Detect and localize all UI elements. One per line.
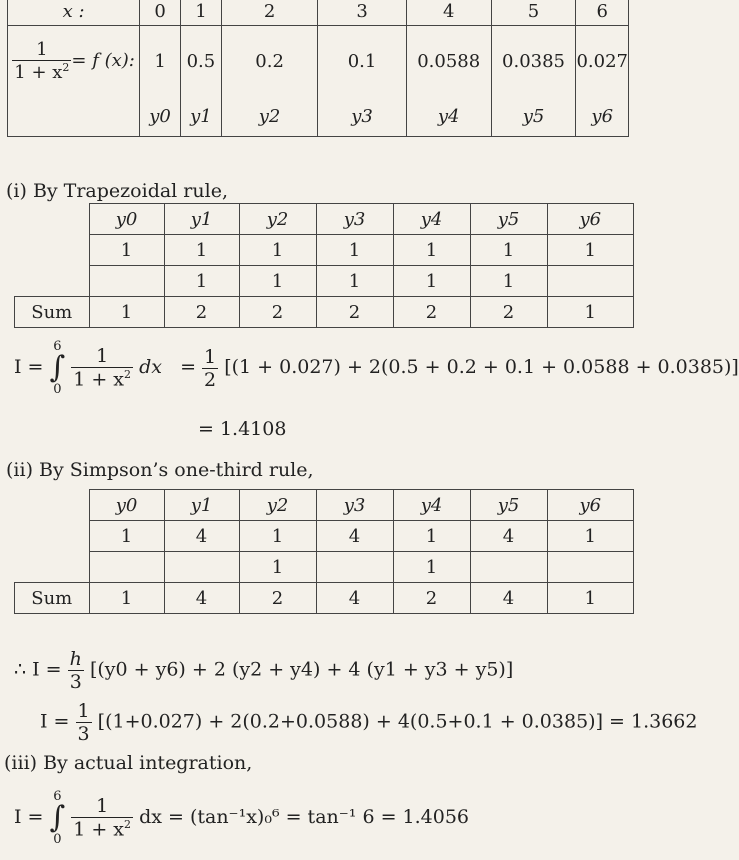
coef (202, 346, 218, 391)
fx-value: 0.1 (318, 26, 406, 97)
x-row (8, 0, 629, 26)
integrand (71, 345, 133, 390)
simpson-sum-row (15, 583, 634, 614)
int-lower: 0 (53, 832, 62, 847)
y-label-row (8, 96, 629, 137)
fx-value: 0.0385 (491, 26, 576, 97)
integrand-den: 1 + x (73, 818, 125, 841)
simpson-header-row (15, 490, 634, 521)
x-value: 5 (491, 0, 576, 26)
sum-cell: 2 (164, 297, 239, 328)
col-header: y2 (239, 204, 316, 235)
y-label: y0 (140, 96, 181, 137)
col-header: y3 (316, 490, 393, 521)
sum-cell: 1 (547, 583, 634, 614)
col-header: y2 (239, 490, 316, 521)
formula-lhs: I = (14, 356, 44, 378)
trapezoidal-heading: (i) By Trapezoidal rule, (6, 180, 228, 202)
y-label: y5 (491, 96, 576, 137)
line1-coef-num: h (69, 648, 82, 670)
sum-cell: 1 (89, 583, 164, 614)
cell: 1 (393, 235, 470, 266)
integrand-den: 1 + x (73, 368, 125, 391)
cell (164, 552, 239, 583)
cell: 1 (547, 521, 634, 552)
cell: 1 (239, 266, 316, 297)
integrand-num: 1 (71, 795, 133, 818)
cell: 4 (316, 521, 393, 552)
col-header: y5 (470, 204, 547, 235)
cell: 1 (164, 235, 239, 266)
sum-cell: 2 (393, 297, 470, 328)
trapezoidal-result: = 1.4108 (198, 418, 287, 440)
integrand-exp: 2 (124, 368, 132, 382)
line1-coef-den: 3 (69, 671, 82, 693)
cell: 1 (239, 235, 316, 266)
int-upper: 6 (53, 789, 62, 804)
cell: 1 (89, 521, 164, 552)
fx-label-tail: = f (x): (71, 50, 135, 71)
cell (547, 552, 634, 583)
sum-cell: 1 (89, 297, 164, 328)
cell (89, 266, 164, 297)
integral-sign: 6 ∫ 0 (49, 789, 66, 847)
col-header: y1 (164, 204, 239, 235)
col-header: y1 (164, 490, 239, 521)
simpson-row (15, 552, 634, 583)
sum-label: Sum (15, 297, 90, 328)
col-header: y6 (547, 204, 634, 235)
cell: 1 (393, 266, 470, 297)
x-label: x : (8, 0, 140, 26)
cell (470, 552, 547, 583)
trapezoidal-formula (14, 340, 739, 396)
fx-label-exp: 2 (62, 61, 70, 74)
col-header: y0 (89, 204, 164, 235)
dx: dx (139, 356, 162, 378)
actual-rhs: dx = (tan⁻¹x)₀⁶ = tan⁻¹ 6 = 1.4056 (139, 806, 470, 828)
line1-prefix: ∴ I = (14, 658, 62, 681)
coef-den: 2 (204, 368, 217, 391)
simpson-table (14, 489, 634, 614)
col-header: y5 (470, 490, 547, 521)
fx-row (8, 26, 629, 97)
cell (89, 552, 164, 583)
cell: 1 (547, 235, 634, 266)
simpson-row (15, 521, 634, 552)
cell: 1 (239, 552, 316, 583)
sum-cell: 2 (393, 583, 470, 614)
coef-num: 1 (204, 345, 217, 368)
trapezoidal-row (15, 235, 634, 266)
fx-value: 0.2 (221, 26, 317, 97)
line2-coef (76, 700, 92, 745)
trapezoidal-table (14, 203, 634, 328)
sum-cell: 4 (164, 583, 239, 614)
cell: 1 (470, 266, 547, 297)
simpson-line-1 (14, 648, 513, 693)
col-header: y4 (393, 204, 470, 235)
line2-expr: [(1+0.027) + 2(0.2+0.0588) + 4(0.5+0.1 + 0.0385)] = 1.3662 (97, 710, 698, 733)
cell: 1 (89, 235, 164, 266)
cell: 1 (164, 266, 239, 297)
y-label: y6 (576, 96, 629, 137)
line2-coef-num: 1 (77, 700, 90, 722)
sum-cell: 2 (470, 297, 547, 328)
integrand-exp: 2 (124, 818, 132, 832)
sum-cell: 2 (239, 583, 316, 614)
y-label: y1 (180, 96, 221, 137)
cell: 1 (239, 521, 316, 552)
sum-cell: 4 (316, 583, 393, 614)
y-label: y4 (406, 96, 491, 137)
integral-sign: 6 ∫ 0 (49, 339, 66, 397)
actual-heading: (iii) By actual integration, (4, 752, 253, 774)
integrand (71, 795, 133, 840)
trapezoidal-expression: [(1 + 0.027) + 2(0.5 + 0.2 + 0.1 + 0.0588 + 0.0385)] (224, 356, 739, 378)
cell: 4 (470, 521, 547, 552)
y-label: y3 (318, 96, 406, 137)
cell: 1 (393, 552, 470, 583)
simpson-heading: (ii) By Simpson’s one-third rule, (6, 459, 314, 481)
int-upper: 6 (53, 339, 62, 354)
fx-value: 0.027 (576, 26, 629, 97)
sum-cell: 1 (547, 297, 634, 328)
cell: 1 (470, 235, 547, 266)
equals: = (180, 356, 196, 378)
x-value: 2 (221, 0, 317, 26)
fx-label (8, 26, 140, 97)
trapezoidal-header-row (15, 204, 634, 235)
trapezoidal-row (15, 266, 634, 297)
fx-value: 0.5 (180, 26, 221, 97)
sum-cell: 2 (316, 297, 393, 328)
col-header: y6 (547, 490, 634, 521)
line2-coef-den: 3 (77, 723, 90, 745)
line1-expr: [(y0 + y6) + 2 (y2 + y4) + 4 (y1 + y3 + y5)] (89, 658, 514, 681)
x-value: 4 (406, 0, 491, 26)
col-header: y4 (393, 490, 470, 521)
fx-value: 0.0588 (406, 26, 491, 97)
cell: 1 (393, 521, 470, 552)
x-value: 0 (140, 0, 181, 26)
fx-label-num: 1 (12, 39, 71, 61)
fx-label-den: 1 + x (14, 62, 63, 83)
sum-cell: 2 (239, 297, 316, 328)
sum-label: Sum (15, 583, 90, 614)
cell: 4 (164, 521, 239, 552)
simpson-line-2 (40, 700, 697, 745)
actual-formula (14, 790, 469, 846)
cell (547, 266, 634, 297)
cell (316, 552, 393, 583)
fx-value: 1 (140, 26, 181, 97)
actual-lhs: I = (14, 806, 44, 828)
data-table (7, 0, 629, 137)
col-header: y0 (89, 490, 164, 521)
integrand-num: 1 (71, 345, 133, 368)
x-value: 1 (180, 0, 221, 26)
x-value: 3 (318, 0, 406, 26)
col-header: y3 (316, 204, 393, 235)
cell: 1 (316, 235, 393, 266)
trapezoidal-sum-row (15, 297, 634, 328)
sum-cell: 4 (470, 583, 547, 614)
cell: 1 (316, 266, 393, 297)
y-label: y2 (221, 96, 317, 137)
int-lower: 0 (53, 382, 62, 397)
line1-coef (68, 648, 84, 693)
x-value: 6 (576, 0, 629, 26)
line2-prefix: I = (40, 710, 70, 733)
